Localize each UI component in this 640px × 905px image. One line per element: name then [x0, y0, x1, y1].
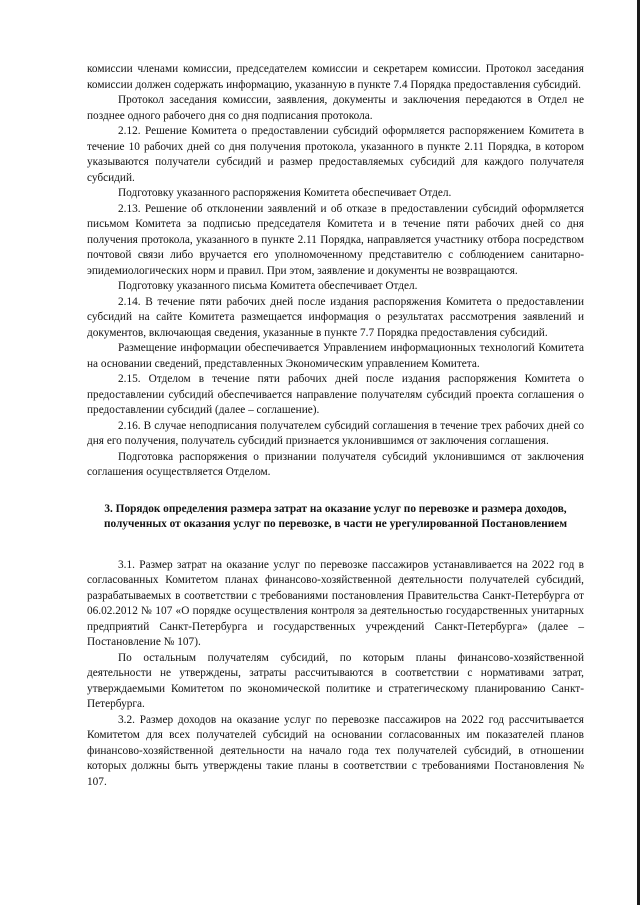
paragraph-2-15: 2.15. Отделом в течение пяти рабочих дней после издания распоряжения Комитета о предоставлении субсидий обеспечивается направление получателям субсидий проекта соглашения о предоставлении субсидий (далее – соглашение). — [87, 373, 584, 416]
paragraph-2-14: 2.14. В течение пяти рабочих дней после издания распоряжения Комитета о предоставлении субсидий на сайте Комитета размещается информация о результатах рассмотрения заявлений и документов, включающая сведения, указанные в пункте 7.7 Порядка предоставления субсидий. — [87, 295, 584, 339]
paragraph-2-16: 2.16. В случае неподписания получателем субсидий соглашения в течение трех рабочих дней со дня его получения, получатель субсидий признается уклонившимся от заключения соглашения. — [87, 419, 584, 447]
paragraph-3-2: 3.2. Размер доходов на оказание услуг по перевозке пассажиров на 2022 год рассчитывается Комитетом для всех получателей субсидий на основании согласованных им показателей планов финансово-хозяйственной деятельности на начало года тех получателей субсидий, в отношении которых должны быть утверждены такие планы в соответствии с требованиями Постановления № 107. — [87, 713, 584, 788]
paragraph-info-placement: Размещение информации обеспечивается Управлением информационных технологий Комитета на основании сведений, представленных Экономическим управлением Комитета. — [87, 342, 584, 370]
paragraph-protocol-transfer: Протокол заседания комиссии, заявления, документы и заключения передаются в Отдел не позднее одного рабочего дня со дня подписания протокола. — [87, 94, 584, 122]
paragraph-letter-preparation: Подготовку указанного письма Комитета обеспечивает Отдел. — [118, 280, 418, 292]
paragraph-protocol-content: комиссии членами комиссии, председателем комиссии и секретарем комиссии. Протокол заседания комиссии должен содержать информацию, указанную в пункте 7.4 Порядка предоставления субсидий. — [87, 63, 584, 91]
paragraph-order-preparation: Подготовку указанного распоряжения Комитета обеспечивает Отдел. — [118, 187, 452, 199]
paragraph-2-13: 2.13. Решение об отклонении заявлений и об отказе в предоставлении субсидий оформляется письмом Комитета за подписью председателя Комитета и в течение пяти рабочих дней со дня получения протокола, указанного в пункте 2.11 Порядка, направляется участнику отбора посредством почтовой связи либо вручается его уполномоченному представителю с соблюдением санитарно-эпидемиологических норм и правил. При этом, заявление и документы не возвращаются. — [87, 202, 584, 277]
paragraph-other-recipients: По остальным получателям субсидий, по которым планы финансово-хозяйственной деятельности не утверждены, затраты рассчитываются в соответствии с нормативами затрат, утверждаемыми Комитетом по экономической политике и стратегическому планированию Санкт-Петербурга. — [87, 651, 584, 710]
paragraph-evasion-order: Подготовка распоряжения о признании получателя субсидий уклонившимся от заключения соглашения осуществляется Отделом. — [87, 450, 584, 478]
paragraph-2-12: 2.12. Решение Комитета о предоставлении субсидий оформляется распоряжением Комитета в течение 10 рабочих дней со дня получения протокола, указанного в пункте 2.11 Порядка, в котором указываются получатели субсидий и размер предоставляемых субсидий для каждого получателя субсидий. — [87, 125, 584, 184]
paragraph-3-1: 3.1. Размер затрат на оказание услуг по перевозке пассажиров устанавливается на 2022 год в согласованных Комитетом планах финансово-хозяйственной деятельности получателей субсидий, разрабатываемых в соответствии с требованиями постановления Правительства Санкт-Петербурга от 06.02.2012 № 107 «О порядке осуществления контроля за деятельностью государственных унитарных предприятий Санкт-Петербурга и государственных учреждений Санкт-Петербурга» (далее – Постановление № 107). — [87, 558, 584, 648]
section-heading: 3. Порядок определения размера затрат на оказание услуг по перевозке и размера доходов, полученных от оказания услуг по перевозке, в части не урегулированной Постановлением — [103, 502, 568, 530]
